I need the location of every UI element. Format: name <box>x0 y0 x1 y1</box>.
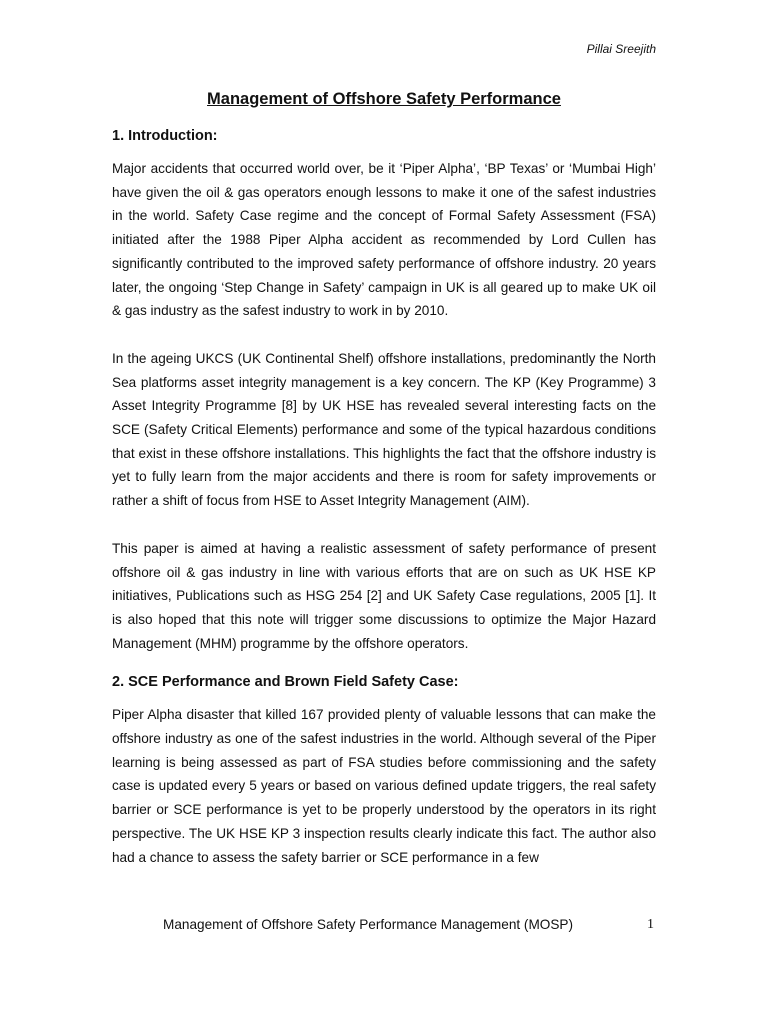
section-heading-introduction: 1. Introduction: <box>112 128 218 144</box>
paragraph: Major accidents that occurred world over, be it ‘Piper Alpha’, ‘BP Texas’ or ‘Mumbai High’ have given the oil & gas operators enough lessons to make it one of the safest industries in the world. Safety Case regime and the concept of Formal Safety Assessment (FSA) initiated after the 1988 Piper Alpha accident as recommended by Lord Cullen has significantly contributed to the improved safety performance of offshore industry. 20 years later, the ongoing ‘Step Change in Safety’ campaign in UK is all geared up to make UK oil & gas industry as the safest industry to work in by 2010. <box>112 161 656 319</box>
paragraph: In the ageing UKCS (UK Continental Shelf) offshore installations, predominantly the North Sea platforms asset integrity management is a key concern. The KP (Key Programme) 3 Asset Integrity Programme [8] by UK HSE has revealed several interesting facts on the SCE (Safety Critical Elements) performance and some of the typical hazardous conditions that exist in these offshore installations. This highlights the fact that the offshore industry is yet to fully learn from the major accidents and there is room for safety improvements or rather a shift of focus from HSE to Asset Integrity Management (AIM). <box>112 350 656 509</box>
section-heading-sce-performance: 2. SCE Performance and Brown Field Safety Case: <box>112 674 459 691</box>
document-title: Management of Offshore Safety Performance <box>207 90 561 108</box>
paragraph: Piper Alpha disaster that killed 167 provided plenty of valuable lessons that can make the offshore industry as one of the safest industries in the world. Although several of the Piper learning is being assessed as part of FSA studies before commissioning and the safety case is updated every 5 years or based on various defined update triggers, the real safety barrier or SCE performance is yet to be properly understood by the operators in its right perspective. The UK HSE KP 3 inspection results clearly indicate this fact. The author also had a chance to assess the safety barrier or SCE performance in a few <box>112 707 656 865</box>
page-number: 1 <box>647 917 654 932</box>
author-name: Pillai Sreejith <box>586 42 656 56</box>
paragraph: This paper is aimed at having a realistic assessment of safety performance of present offshore oil & gas industry in line with various efforts that are on such as UK HSE KP initiatives, Publications such as HSG 254 [2] and UK Safety Case regulations, 2005 [1]. It is also hoped that this note will trigger some discussions to optimize the Major Hazard Management (MHM) programme by the offshore operators. <box>112 540 656 651</box>
page-footer: Management of Offshore Safety Performance Management (MOSP) <box>163 917 574 932</box>
document-body <box>112 125 656 869</box>
